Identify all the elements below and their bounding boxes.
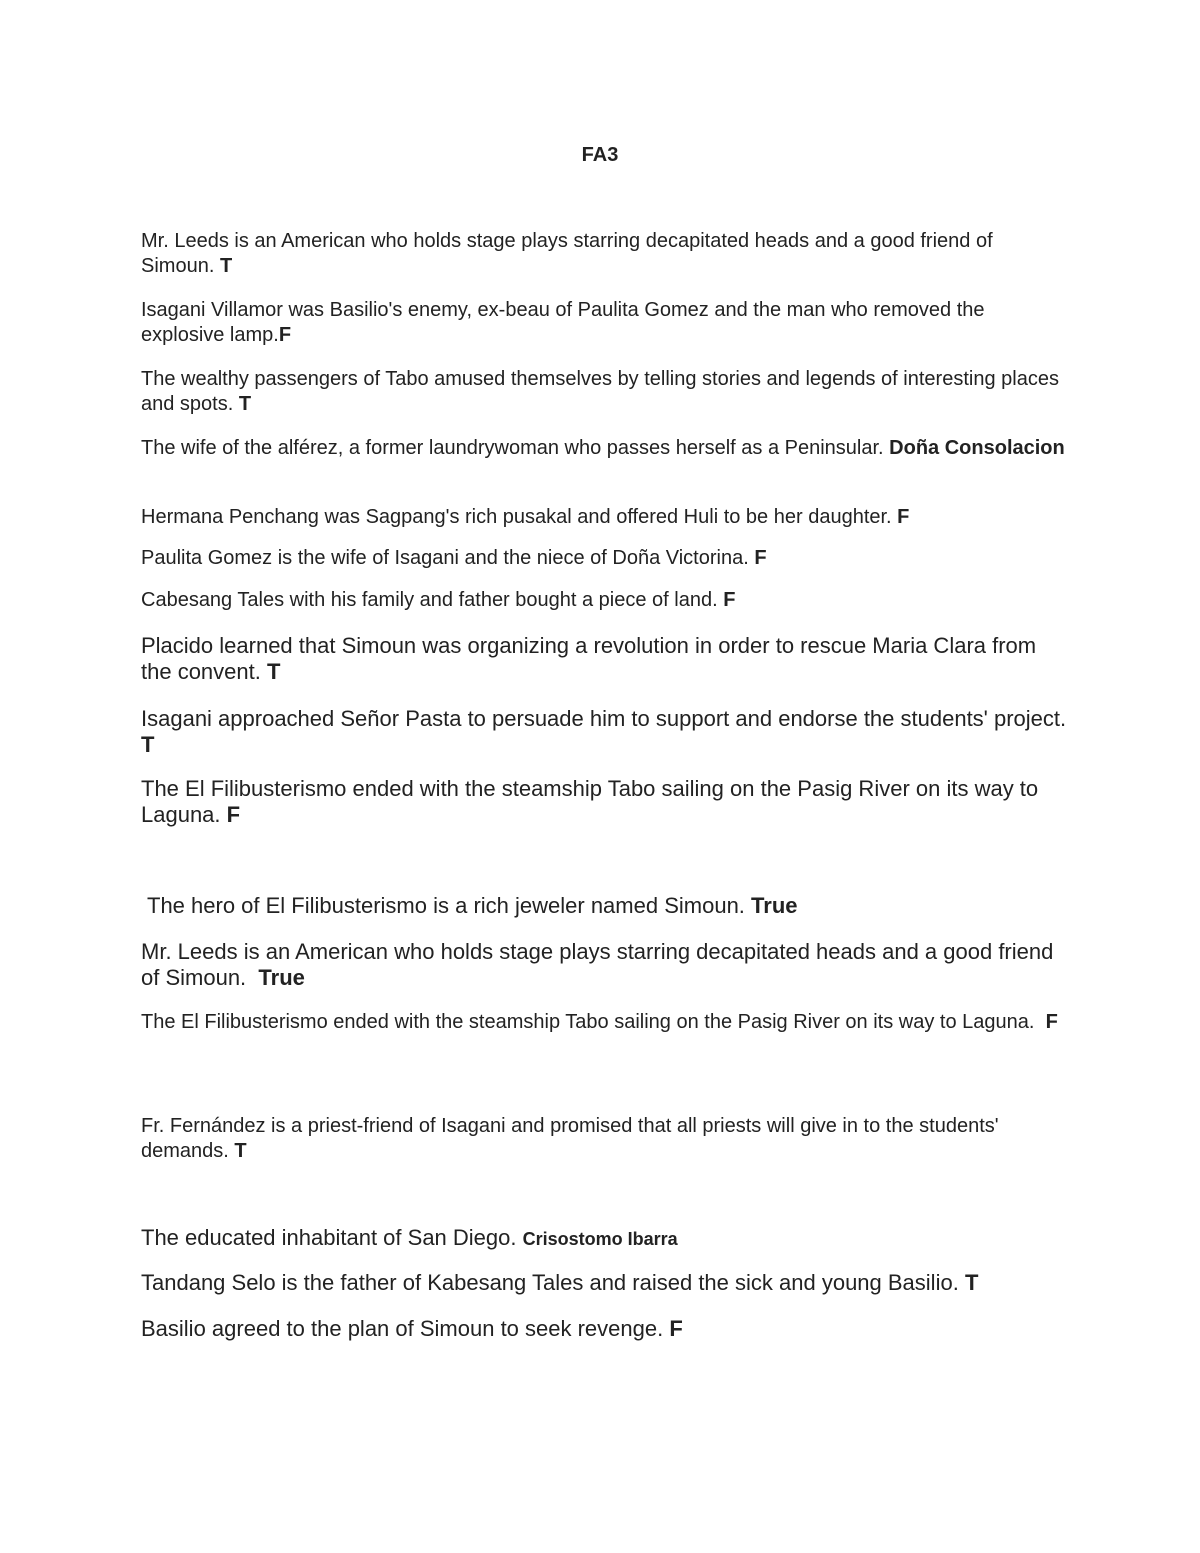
question-text: Hermana Penchang was Sagpang's rich pusakal and offered Huli to be her daughter. bbox=[141, 506, 892, 528]
question-text: Basilio agreed to the plan of Simoun to seek revenge. bbox=[141, 1316, 664, 1341]
question-item bbox=[141, 1010, 1071, 1035]
answer-text: Doña Consolacion bbox=[889, 437, 1065, 459]
question-text: The educated inhabitant of San Diego. bbox=[141, 1225, 517, 1250]
answer-text: T bbox=[238, 393, 252, 415]
answer-text: F bbox=[754, 547, 767, 569]
question-item bbox=[141, 505, 1071, 530]
answer-text: T bbox=[219, 255, 233, 277]
question-item bbox=[141, 298, 1071, 348]
question-text: The hero of El Filibusterismo is a rich jeweler named Simoun. bbox=[147, 893, 745, 918]
answer-text: True bbox=[751, 893, 798, 918]
question-text: The El Filibusterismo ended with the steamship Tabo sailing on the Pasig River on its way to Laguna. bbox=[141, 776, 1039, 827]
answer-text: T bbox=[234, 1140, 247, 1162]
question-item bbox=[141, 1270, 1071, 1296]
answer-text: Crisostomo Ibarra bbox=[522, 1229, 678, 1249]
answer-text: T bbox=[964, 1270, 979, 1295]
answer-text: F bbox=[278, 324, 292, 346]
question-item bbox=[141, 706, 1071, 758]
question-text: The wealthy passengers of Tabo amused themselves by telling stories and legends of interesting places and spots. bbox=[141, 368, 1059, 415]
question-text: Isagani Villamor was Basilio's enemy, ex-beau of Paulita Gomez and the man who removed the explosive lamp. bbox=[141, 299, 985, 346]
question-item bbox=[141, 776, 1071, 828]
question-text: The El Filibusterismo ended with the steamship Tabo sailing on the Pasig River on its way to Laguna. bbox=[141, 1011, 1035, 1033]
question-text: Cabesang Tales with his family and father bought a piece of land. bbox=[141, 589, 718, 611]
question-text: Paulita Gomez is the wife of Isagani and the niece of Doña Victorina. bbox=[141, 547, 749, 569]
question-item bbox=[147, 893, 1077, 919]
answer-text: T bbox=[267, 659, 281, 684]
question-text: Isagani approached Señor Pasta to persuade him to support and endorse the students' project. bbox=[141, 706, 1067, 731]
question-item bbox=[141, 229, 1071, 279]
answer-text: True bbox=[258, 965, 305, 990]
question-text: Mr. Leeds is an American who holds stage plays starring decapitated heads and a good friend of Simoun. bbox=[141, 230, 993, 277]
page-title: FA3 bbox=[581, 144, 619, 166]
answer-text: F bbox=[897, 506, 910, 528]
answer-text: F bbox=[669, 1316, 683, 1341]
question-text: Fr. Fernández is a priest-friend of Isagani and promised that all priests will give in to the students' demands. bbox=[141, 1115, 999, 1162]
question-item bbox=[141, 1114, 1071, 1164]
question-item bbox=[141, 436, 1071, 461]
question-item bbox=[141, 1316, 1071, 1342]
question-item bbox=[141, 633, 1071, 685]
question-text: Tandang Selo is the father of Kabesang Tales and raised the sick and young Basilio. bbox=[141, 1270, 959, 1295]
answer-text: F bbox=[1045, 1011, 1058, 1033]
answer-text: T bbox=[141, 732, 155, 757]
answer-text: F bbox=[226, 802, 241, 827]
question-item bbox=[141, 939, 1071, 991]
question-text: The wife of the alférez, a former laundrywoman who passes herself as a Peninsular. bbox=[141, 437, 884, 459]
question-text: Placido learned that Simoun was organizing a revolution in order to rescue Maria Clara from the convent. bbox=[141, 633, 1037, 684]
question-text: Mr. Leeds is an American who holds stage plays starring decapitated heads and a good friend of Simoun. bbox=[141, 939, 1054, 990]
question-item bbox=[141, 1225, 1071, 1252]
question-item bbox=[141, 367, 1071, 417]
question-item bbox=[141, 588, 1071, 613]
question-item bbox=[141, 546, 1071, 571]
answer-text: F bbox=[723, 589, 736, 611]
